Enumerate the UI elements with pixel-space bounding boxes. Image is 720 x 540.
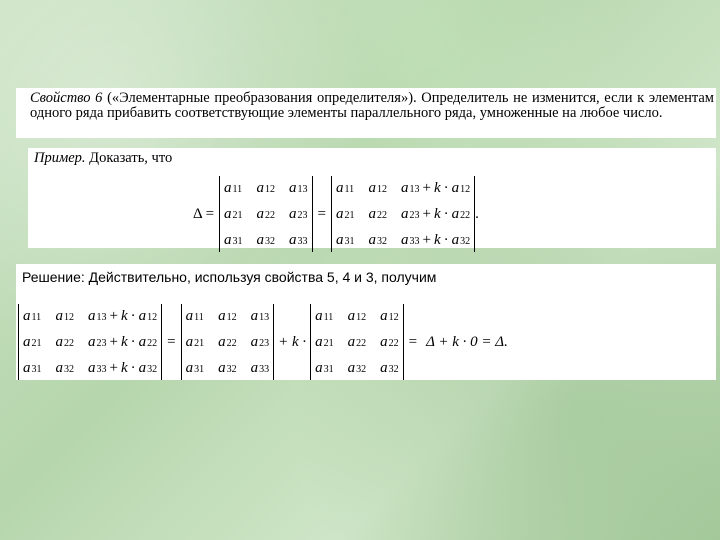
matrix-var: a xyxy=(250,308,259,324)
matrix-cell: a 31 xyxy=(23,356,42,380)
delta-equals: Δ = xyxy=(193,205,215,222)
determinant xyxy=(310,304,404,380)
matrix-cell: a 33 xyxy=(251,356,270,380)
matrix-cell: a 12 xyxy=(56,304,75,328)
k-symbol: k xyxy=(433,232,441,248)
matrix-cell: a 13 + k · a 12 xyxy=(401,176,470,200)
k-symbol: k xyxy=(433,180,441,196)
k-symbol: k xyxy=(120,334,128,350)
example-panel xyxy=(28,148,716,248)
matrix-cell: a 13 xyxy=(251,304,270,328)
example-formula xyxy=(188,176,479,252)
matrix-var: a xyxy=(336,232,344,248)
matrix-var: a xyxy=(256,180,265,196)
solution-text: Решение: Действительно, используя свойства 5, 4 и 3, получим xyxy=(22,269,437,285)
matrix-cell: a 23 + k · a 22 xyxy=(401,202,470,226)
equals-sign: = xyxy=(317,205,326,222)
matrix-cell: a 32 xyxy=(257,228,276,252)
matrix-var: a xyxy=(451,180,460,196)
matrix-cell: a 22 xyxy=(348,330,367,354)
dot-sign: · xyxy=(130,360,136,376)
matrix-var: a xyxy=(401,206,409,222)
matrix-var: a xyxy=(224,232,232,248)
property-panel xyxy=(16,88,716,138)
matrix-var: a xyxy=(347,308,356,324)
matrix-cell: a 33 + k · a 32 xyxy=(88,356,157,380)
period: . xyxy=(475,205,479,222)
matrix-var: a xyxy=(88,360,96,376)
matrix-var: a xyxy=(451,232,460,248)
result-expression: Δ + k · 0 = Δ. xyxy=(426,333,508,350)
matrix-var: a xyxy=(347,334,356,350)
matrix-cell: a 11 xyxy=(224,176,243,200)
matrix-var: a xyxy=(256,232,265,248)
matrix-cell: a 13 + k · a 12 xyxy=(88,304,157,328)
matrix-var: a xyxy=(347,360,356,376)
matrix-var: a xyxy=(23,334,31,350)
matrix-cell: a 33 xyxy=(289,228,308,252)
matrix-var: a xyxy=(256,206,265,222)
matrix-var: a xyxy=(368,206,376,222)
property-text: («Элементарные преобразования определителя»). Определитель не изменится, если к элементам одного ряда прибавить соответствующие элементы параллельного ряда, умноженные на любое число. xyxy=(30,90,714,121)
example-label: Пример. xyxy=(34,150,86,166)
dot-sign: · xyxy=(443,206,449,222)
matrix-cell: a 13 xyxy=(289,176,308,200)
plus-sign: + xyxy=(422,232,431,248)
matrix-var: a xyxy=(401,232,409,248)
matrix-cell: a 21 xyxy=(336,202,355,226)
matrix-var: a xyxy=(23,360,31,376)
example-text: Доказать, что xyxy=(85,150,173,166)
matrix-var: a xyxy=(55,308,63,324)
plus-sign: + xyxy=(109,360,118,376)
matrix-var: a xyxy=(250,360,259,376)
determinant xyxy=(219,176,313,252)
equals-sign: = xyxy=(167,333,176,350)
matrix-var: a xyxy=(289,232,297,248)
example-heading xyxy=(34,150,172,167)
matrix-cell: a 23 xyxy=(289,202,308,226)
matrix-cell: a 11 xyxy=(336,176,355,200)
property-paragraph xyxy=(30,91,714,121)
matrix-cell: a 22 xyxy=(380,330,399,354)
matrix-cell: a 22 xyxy=(369,202,388,226)
matrix-cell: a 12 xyxy=(380,304,399,328)
matrix-cell: a 21 xyxy=(315,330,334,354)
matrix-cell: a 31 xyxy=(315,356,334,380)
matrix-cell: a 21 xyxy=(23,330,42,354)
matrix-cell: a 12 xyxy=(218,304,237,328)
matrix-var: a xyxy=(88,308,96,324)
matrix-var: a xyxy=(138,360,147,376)
matrix-cell: a 32 xyxy=(380,356,399,380)
matrix-cell: a 23 + k · a 22 xyxy=(88,330,157,354)
matrix-cell: a 22 xyxy=(56,330,75,354)
matrix-var: a xyxy=(224,180,232,196)
dot-sign: · xyxy=(443,180,449,196)
matrix-cell: a 11 xyxy=(315,304,334,328)
solution-panel xyxy=(16,264,716,380)
matrix-cell: a 12 xyxy=(369,176,388,200)
equals-sign: = xyxy=(408,333,418,350)
matrix-var: a xyxy=(55,334,63,350)
matrix-var: a xyxy=(380,334,388,350)
plus-sign: + xyxy=(109,334,118,350)
matrix-var: a xyxy=(380,308,388,324)
matrix-var: a xyxy=(88,334,96,350)
matrix-cell: a 31 xyxy=(224,228,243,252)
matrix-cell: a 23 xyxy=(251,330,270,354)
matrix-cell: a 22 xyxy=(218,330,237,354)
matrix-cell: a 31 xyxy=(336,228,355,252)
matrix-cell: a 31 xyxy=(186,356,205,380)
matrix-var: a xyxy=(185,334,194,350)
matrix-var: a xyxy=(250,334,259,350)
matrix-cell: a 12 xyxy=(348,304,367,328)
dot-sign: · xyxy=(130,334,136,350)
determinant xyxy=(18,304,162,380)
matrix-cell: a 32 xyxy=(348,356,367,380)
matrix-cell: a 32 xyxy=(56,356,75,380)
determinant xyxy=(181,304,275,380)
plus-sign: + xyxy=(109,308,118,324)
matrix-cell: a 32 xyxy=(218,356,237,380)
matrix-var: a xyxy=(289,180,297,196)
matrix-cell: a 11 xyxy=(23,304,42,328)
matrix-var: a xyxy=(218,334,226,350)
solution-formula xyxy=(18,304,512,380)
matrix-cell: a 11 xyxy=(186,304,205,328)
matrix-cell: a 21 xyxy=(186,330,205,354)
dot-sign: · xyxy=(443,232,449,248)
plus-sign: + xyxy=(422,180,431,196)
matrix-var: a xyxy=(368,232,376,248)
matrix-var: a xyxy=(315,360,323,376)
matrix-var: a xyxy=(185,308,194,324)
matrix-cell: a 12 xyxy=(257,176,276,200)
dot-sign: · xyxy=(130,308,136,324)
matrix-var: a xyxy=(401,180,409,196)
matrix-var: a xyxy=(451,206,460,222)
matrix-var: a xyxy=(218,308,226,324)
matrix-var: a xyxy=(336,206,344,222)
k-symbol: k xyxy=(120,308,128,324)
matrix-var: a xyxy=(315,334,323,350)
matrix-var: a xyxy=(138,334,147,350)
k-symbol: k xyxy=(433,206,441,222)
matrix-var: a xyxy=(55,360,63,376)
plus-sign: + xyxy=(422,206,431,222)
matrix-var: a xyxy=(368,180,376,196)
matrix-var: a xyxy=(185,360,194,376)
matrix-var: a xyxy=(138,308,147,324)
matrix-var: a xyxy=(380,360,388,376)
determinant xyxy=(331,176,475,252)
matrix-cell: a 21 xyxy=(224,202,243,226)
matrix-cell: a 32 xyxy=(369,228,388,252)
matrix-var: a xyxy=(218,360,226,376)
matrix-var: a xyxy=(315,308,323,324)
matrix-var: a xyxy=(23,308,31,324)
matrix-cell: a 33 + k · a 32 xyxy=(401,228,470,252)
k-symbol: k xyxy=(120,360,128,376)
plus-k-term: + k · xyxy=(278,333,307,350)
matrix-var: a xyxy=(224,206,232,222)
property-label: Свойство 6 xyxy=(30,90,103,106)
matrix-var: a xyxy=(336,180,344,196)
matrix-cell: a 22 xyxy=(257,202,276,226)
matrix-var: a xyxy=(289,206,297,222)
